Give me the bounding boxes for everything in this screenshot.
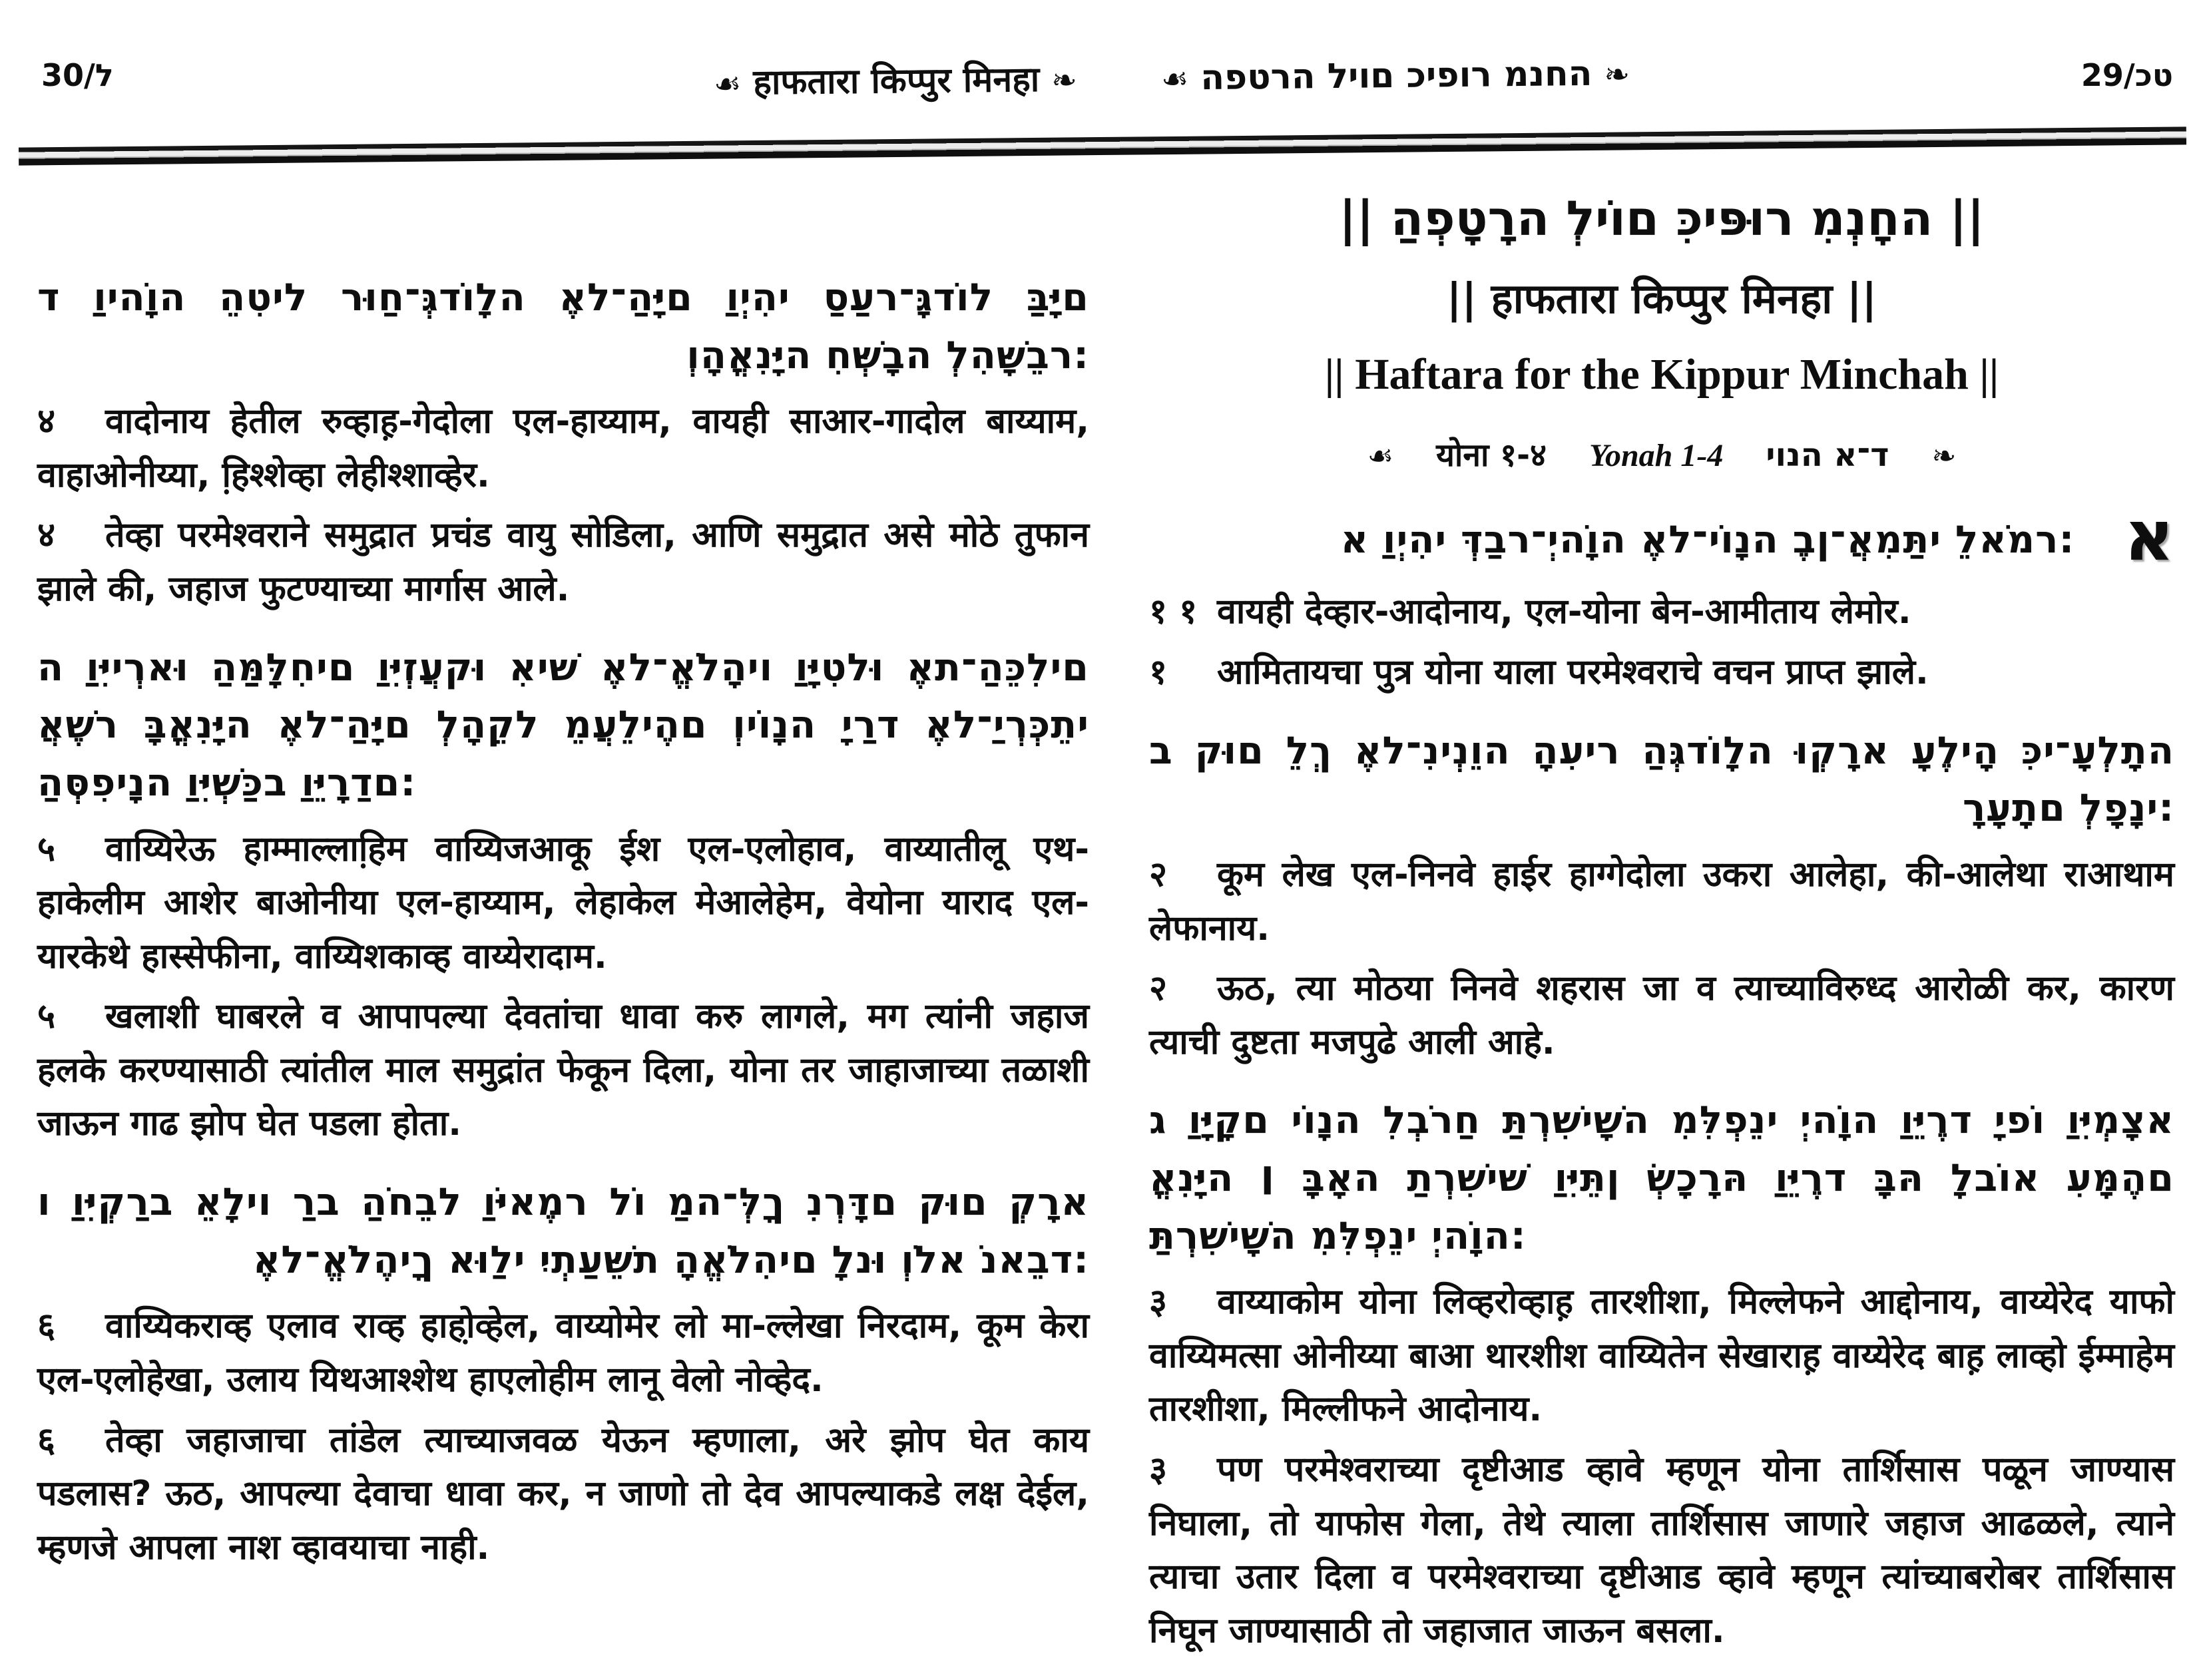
translation-text: आमितायचा पुत्र योना याला परमेश्वराचे वचन प्राप्त झाले. [1217,652,1929,693]
verse-number: २ [1149,968,1168,1009]
hebrew-line: רָעָתָם לְפָנָי: [1962,786,2174,831]
hebrew-line: א וַיְהִי דְּבַר־יְהוָֹה אֶל־יוֹנָה בֶן־אֲמִתַּי לֵאמֹר: [1340,518,2075,562]
hebrew-verse-5 [37,639,1089,812]
verse-number: ३ [1149,1449,1168,1490]
translation-paragraph [1149,962,2174,1069]
hebrew-line: ג וַיָּקָם יוֹנָה לִבְרֹחַ תַּרְשִׁישָׁה מִלִּפְנֵי יְהוָֹה וַיֵּרֶד יָפוֹ וַיִּמְצָא [1149,1098,2174,1143]
verse-number: ३ [1149,1282,1168,1323]
hebrew-verse-2 [1149,722,2174,837]
fleuron-icon: ❧ [1604,56,1630,93]
hebrew-line: ב קוּם לֵךְ אֶל־נִינְוֵה הָעִיר הַגְּדוֹלָה וּקְרָא עָלֶיהָ כִּי־עָלְתָה [1149,728,2174,773]
verse-number: ६ [37,1420,56,1460]
verse-number: ४ [37,401,56,442]
fleuron-icon: ❧ [1931,439,1957,474]
transliteration-paragraph [37,1299,1089,1406]
page-number-right: 29/כט [2081,57,2173,93]
fleuron-icon: ❧ [1051,62,1078,99]
transliteration-paragraph [1149,1275,2174,1436]
running-header-right-text: הפטרה ליום כיפור מנחה [1200,53,1592,99]
hebrew-verse-3 [1149,1092,2174,1265]
left-page-content [37,157,1089,1597]
verse-number: ६ [37,1306,56,1347]
translation-paragraph [1149,646,2174,700]
transliteration-text: वाय्याकोम योना लिव्हरोव्हाह़ तारशीशा, मिल्लेफने आद्दोनाय, वाय्येरेद याफो वाय्यिमत्सा ओनीय्या बाआ थारशीश वाय्यितेन सेखाराह़ वाय्येरेद बाह़ लाव्हो ईम्माहेम तारशीशा, मिल्लीफने आदोनाय. [1149,1282,2174,1430]
running-header-left [702,54,1089,105]
hebrew-line: אֳנִיָּה ׀ בָּאָה תַרְשִׁישׁ וַיִּתֵּן שְׂכָרָהּ וַיֵּרֶד בָּהּ לָבוֹא עִמָּהֶם [1149,1155,2174,1200]
translation-paragraph [37,1414,1089,1575]
verse-block-1 [1149,495,2174,699]
running-header-left-text: हाफतारा किप्पुर मिनहा [753,59,1040,103]
haftara-title-block [1149,174,2174,476]
translation-text: खलाशी घाबरले व आपापल्या देवतांचा धावा करु लागले, मग त्यांनी जहाज हलके करण्यासाठी त्यांतील माल समुद्रांत फेकून दिला, योना तर जाहाजाच्या तळाशी जाऊन गाढ झोप घेत पडला होता. [37,996,1089,1144]
reference-english: Yonah 1-4 [1589,438,1724,474]
running-header-right [1149,53,1642,99]
fleuron-icon: ☙ [1367,439,1394,474]
hebrew-verse-4 [37,269,1089,384]
verse-number: ४ [37,515,56,556]
right-page-content [1149,157,2174,1680]
translation-text: पण परमेश्वराच्या दृष्टीआड व्हावे म्हणून योना तार्शिसास पळून जाण्यास निघाला, तो याफोस गेला, तेथे त्याला तार्शिसास जाणारे जहाज आढळले, त्याने त्याचा उतार दिला व परमेश्वराच्या दृष्टीआड व्हावे म्हणून त्यांच्याबरोबर तार्शिसास निघून जाण्यासाठी तो जहाजात जाऊन बसला. [1149,1449,2174,1651]
hebrew-verse-1 [1149,495,2174,577]
title-hebrew: || הַפְטָרָה לְיוֹם כִּיפּוּר מִנְחָה || [1339,190,1985,246]
reading-reference [1149,433,2174,476]
right-page [1149,0,2174,1651]
reference-hebrew: יונה א־ד [1766,437,1889,475]
hebrew-line: ו וַיִּקְרַב אֵלָיו רַב הַחֹבֵל וַיֹּאמֶר לוֹ מַה־לְּךָ נִרְדָּם קוּם קְרָא [37,1180,1089,1225]
translation-paragraph [1149,1443,2174,1657]
hebrew-line: אֶל־אֱלֹהֶיךָ אוּלַי יִתְעַשֵּׁת הָאֱלֹהִים לָנוּ וְלֹא נֹאבֵד: [252,1237,1089,1282]
transliteration-paragraph [1149,848,2174,955]
fleuron-icon: ☙ [714,65,742,102]
hebrew-line: ד וַיהוָֹה הֵטִיל רוּחַ־גְּדוֹלָה אֶל־הַיָּם וַיְהִי סַעַר־גָּדוֹל בַּיָּם [37,276,1089,319]
left-page-header [37,0,1089,136]
page-number-left: 30/ל [41,57,114,93]
transliteration-text: वायही देव्हार-आदोनाय, एल-योना बेन-आमीताय लेमोर. [1217,592,1911,632]
verse-number: १ [1149,652,1168,693]
translation-paragraph [37,990,1089,1151]
translation-text: ऊठ, त्या मोठया निनवे शहरास जा व त्याच्याविरुध्द आरोळी कर, कारण त्याची दुष्टता मजपुढे आली आहे. [1149,968,2174,1062]
verse-number: १ १ [1149,592,1198,632]
hebrew-line: וְהָאֳנִיָּה חִשְּׁבָה לְהִשָּׁבֵר: [686,333,1089,377]
translation-text: तेव्हा जहाजाचा तांडेल त्याच्याजवळ येऊन म्हणाला, अरे झोप घेत काय पडलास? ऊठ, आपल्या देवाचा धावा कर, न जाणो तो देव आपल्याकडे लक्ष देईल, म्हणजे आपला नाश व्हावयाचा नाही. [37,1420,1089,1568]
transliteration-text: कूम लेख एल-निनवे हाईर हाग्गेदोला उकरा आलेहा, की-आलेथा राआथाम लेफानाय. [1149,854,2174,948]
fleuron-icon: ☙ [1160,61,1189,97]
translation-paragraph [37,509,1089,616]
transliteration-text: वाय्यिरेऊ हाम्माल्लाहि़म वाय्यिजआकू ईश एल-एलोहाव, वाय्यातीलू एथ-हाकेलीम आशेर बाओनीया एल-हाय्याम, लेहाकेल मेआलेहेम, वेयोना याराद एल-यारकेथे हास्सेफीना, वाय्यिशकाव्ह वाय्येरादाम. [37,829,1089,976]
transliteration-paragraph [37,395,1089,502]
right-page-header [1149,0,2174,136]
verse-block-2 [1149,722,2174,1070]
verse-block-5 [37,639,1089,1151]
transliteration-text: वाय्यिकराव्ह एलाव राव्ह हाहो़व्हेल, वाय्योमेर लो मा-ल्लेखा निरदाम, कूम केरा एल-एलोहेखा, उलाय यिथआश्शेथ हाएलोहीम लानू वेलो नोव्हेद. [37,1306,1089,1400]
verse-number: ५ [37,829,56,869]
transliteration-paragraph [1149,585,2174,639]
transliteration-text: वादोनाय हेतील रुव्हाह़-गेदोला एल-हाय्याम, वायही साआर-गादोल बाय्याम, वाहाओनीय्या, हि़श्शेव्हा लेहीश्शाव्हेर. [37,401,1089,495]
verse-number: ५ [37,996,56,1037]
hebrew-line: הַסְּפִינָה וַיִּשְׁכַּב וַיֵּרָדַם: [37,760,417,805]
left-page [37,0,1089,1597]
hebrew-line: תַּרְשִׁישָׁה מִלִּפְנֵי יְהוָֹה: [1149,1213,1527,1258]
verse-block-4 [37,269,1089,616]
chapter-marker: א [2124,495,2174,577]
title-english: || Haftara for the Kippur Minchah || [1324,349,1999,399]
verse-block-3 [1149,1092,2174,1657]
reference-devanagari: योना १-४ [1436,437,1547,475]
transliteration-paragraph [37,823,1089,984]
translation-text: तेव्हा परमेश्वराने समुद्रात प्रचंड वायु सोडिला, आणि समुद्रात असे मोठे तुफान झाले की, जहाज फुटण्याच्या मार्गास आले. [37,515,1089,610]
title-devanagari: || हाफतारा किप्पुर मिनहा || [1446,274,1877,323]
verse-block-6 [37,1173,1089,1574]
hebrew-line: ה וַיִּירְאוּ הַמַּלָּחִים וַיִּזְעֲקוּ אִישׁ אֶל־אֱלֹהָיו וַיָּטִלוּ אֶת־הַכֵּלִים [37,645,1089,690]
verse-number: २ [1149,854,1168,895]
hebrew-line: אֲשֶׁר בָּאֳנִיָּה אֶל־הַיָּם לְהָקֵל מֵעֲלֵיהֶם וְיוֹנָה יָרַד אֶל־יַרְכְּתֵי [37,703,1089,747]
hebrew-verse-6 [37,1173,1089,1289]
